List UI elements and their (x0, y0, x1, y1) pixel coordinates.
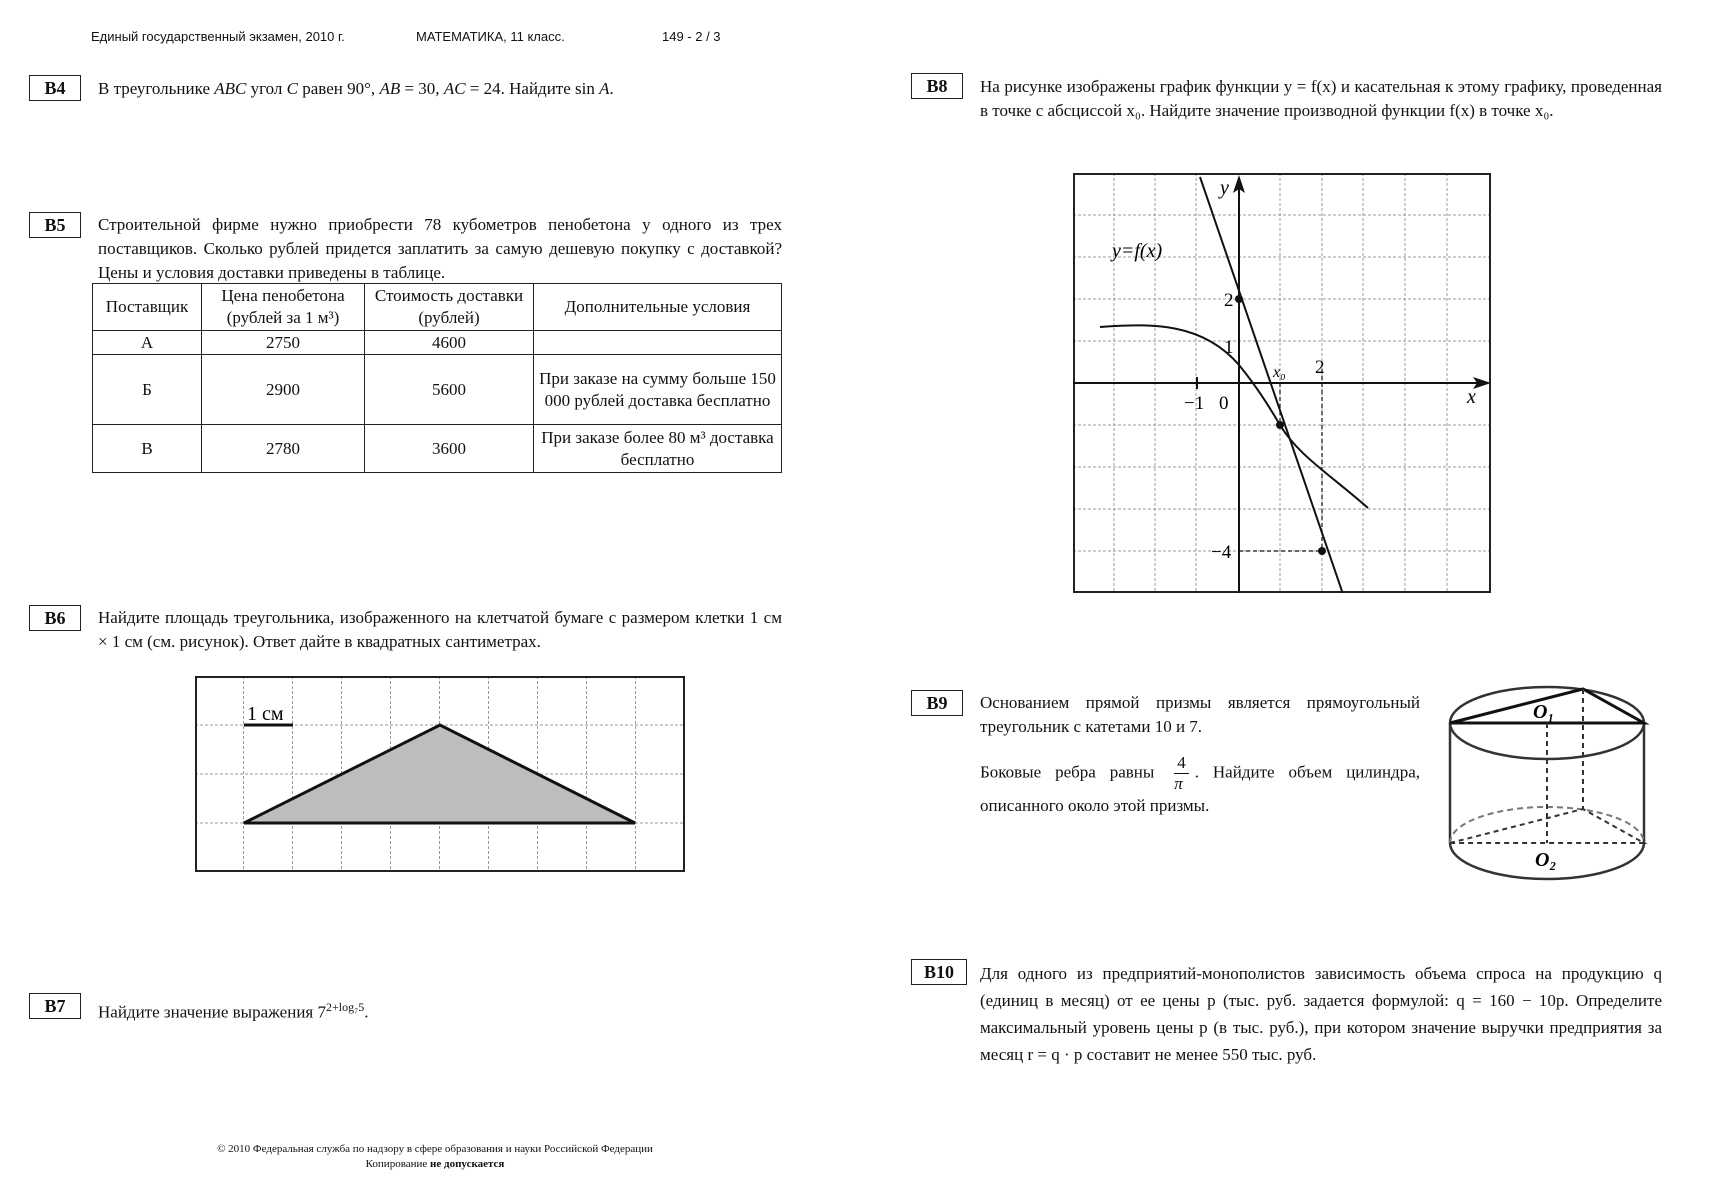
tick-label-neg4: −4 (1211, 542, 1232, 563)
task-label-b10: B10 (911, 959, 967, 985)
b7-part: Найдите значение выражения (98, 1002, 318, 1022)
footer-notice-bold: не допускается (430, 1158, 505, 1170)
b4-var: C (286, 79, 299, 98)
grid-triangle-figure (195, 676, 685, 872)
table-cell: В (93, 425, 202, 473)
table-cell: 5600 (365, 355, 534, 425)
tick-label-y1: 1 (1224, 337, 1234, 358)
o1-label: O₁ (1533, 701, 1555, 723)
task-b9-text-2 (980, 753, 1420, 818)
b9-part: Боковые ребра равны (980, 762, 1155, 782)
table-cell: 4600 (365, 331, 534, 355)
x0-label: x₀ (1273, 364, 1286, 381)
b4-var: AC (443, 79, 466, 98)
fraction (1174, 753, 1189, 794)
table-header-cell: Стоимость доставки (рублей) (365, 284, 534, 331)
b4-part: = 30, (400, 79, 444, 98)
b4-part: . (609, 79, 614, 98)
footer-notice-text: Копирование (365, 1158, 431, 1170)
task-b10-text: Для одного из предприятий-монополистов зависимость объема спроса на продукцию q (единиц в месяц) от ее цены p (тыс. руб. задается формулой: q = 160 − 10p. Определите максимальный уровень цены p (в тыс. руб.), при котором значение выручки предприятия за месяц r = q · p составит не менее 550 тыс. руб. (980, 964, 1662, 1064)
tick-label-x2: 2 (1315, 357, 1325, 378)
task-b6-text: Найдите площадь треугольника, изображенного на клетчатой бумаге с размером клетки 1 см × 1 см (см. рисунок). Ответ дайте в квадратных сантиметрах. (98, 608, 782, 651)
b4-part: В треугольнике (98, 79, 215, 98)
table-cell: 2750 (202, 331, 365, 355)
b4-var: AB (379, 79, 401, 98)
header-subject: МАТЕМАТИКА, 11 класс. (416, 29, 565, 44)
table-cell: А (93, 331, 202, 355)
task-b8-text: На рисунке изображены график функции y = f(x) и касательная к этому графику, проведенная в точке с абсциссой x₀. Найдите значение производной функции f(x) в точке x₀. (980, 77, 1662, 120)
b4-part: равен 90°, (298, 79, 380, 98)
function-curve (1100, 325, 1368, 508)
table-header-cell: Дополнительные условия (534, 284, 782, 331)
task-label-b4: B4 (29, 75, 81, 101)
task-label-b7: B7 (29, 993, 81, 1019)
task-label-b5: B5 (29, 212, 81, 238)
tick-label-neg1: −1 (1184, 393, 1205, 414)
b7-base: 7 (317, 1002, 326, 1022)
table-cell: 2780 (202, 425, 365, 473)
table-cell (534, 331, 782, 355)
y-axis-label: y (1220, 177, 1229, 199)
table-cell: При заказе более 80 м³ доставка бесплатно (534, 425, 782, 473)
table-row (93, 355, 782, 425)
task-b9-text: Основанием прямой призмы является прямоугольный треугольник с катетами 10 и 7. (980, 693, 1420, 736)
function-graph (1073, 173, 1491, 593)
table-cell: 2900 (202, 355, 365, 425)
b7-exponent: 2+log₇5 (325, 1000, 365, 1014)
header-page: 149 - 2 / 3 (662, 29, 721, 44)
o2-label: O₂ (1535, 849, 1557, 871)
table-cell: 3600 (365, 425, 534, 473)
task-label-b9: B9 (911, 690, 963, 716)
scale-label: 1 см (247, 703, 284, 725)
task-b4-text (98, 77, 798, 101)
tick-label-0: 0 (1219, 393, 1229, 414)
table-cell: Б (93, 355, 202, 425)
task-label-b6: B6 (29, 605, 81, 631)
b9-part: . Найдите объем цилиндра, описанного около этой призмы. (980, 762, 1421, 815)
footer-notice (100, 1158, 770, 1170)
table-cell: При заказе на сумму больше 150 000 рублей доставка бесплатно (534, 355, 782, 425)
tick-label-y2: 2 (1224, 290, 1234, 311)
task-b5-text: Строительной фирме нужно приобрести 78 кубометров пенобетона у одного из трех поставщиков. Сколько рублей придется заплатить за самую дешевую покупку с доставкой? Цены и условия доставки приведены в таблице. (98, 215, 782, 282)
table-header-row (93, 284, 782, 331)
task-label-b8: B8 (911, 73, 963, 99)
fraction-numerator: 4 (1174, 753, 1189, 774)
tangent-point-neg4 (1318, 547, 1326, 555)
task-b7-text (98, 995, 698, 1025)
table-row (93, 331, 782, 355)
table-header-cell: Поставщик (93, 284, 202, 331)
table-header-cell: Цена пенобетона (рублей за 1 м³) (202, 284, 365, 331)
tangency-point (1276, 421, 1284, 429)
function-label: y=f(x) (1112, 240, 1163, 262)
x-axis-label: x (1467, 386, 1476, 408)
b4-var: A (599, 79, 610, 98)
tangent-point-y2 (1235, 295, 1243, 303)
supplier-table (92, 283, 782, 473)
b4-var: ABC (214, 79, 247, 98)
fraction-denominator: π (1174, 774, 1183, 793)
b7-part: . (364, 1002, 369, 1022)
b4-part: = 24. Найдите sin (465, 79, 600, 98)
table-row (93, 425, 782, 473)
footer-copyright: © 2010 Федеральная служба по надзору в сфере образования и науки Российской Федерации (217, 1143, 653, 1155)
cylinder-prism-figure (1445, 683, 1650, 891)
header-exam: Единый государственный экзамен, 2010 г. (91, 29, 345, 44)
b4-part: угол (246, 79, 287, 98)
